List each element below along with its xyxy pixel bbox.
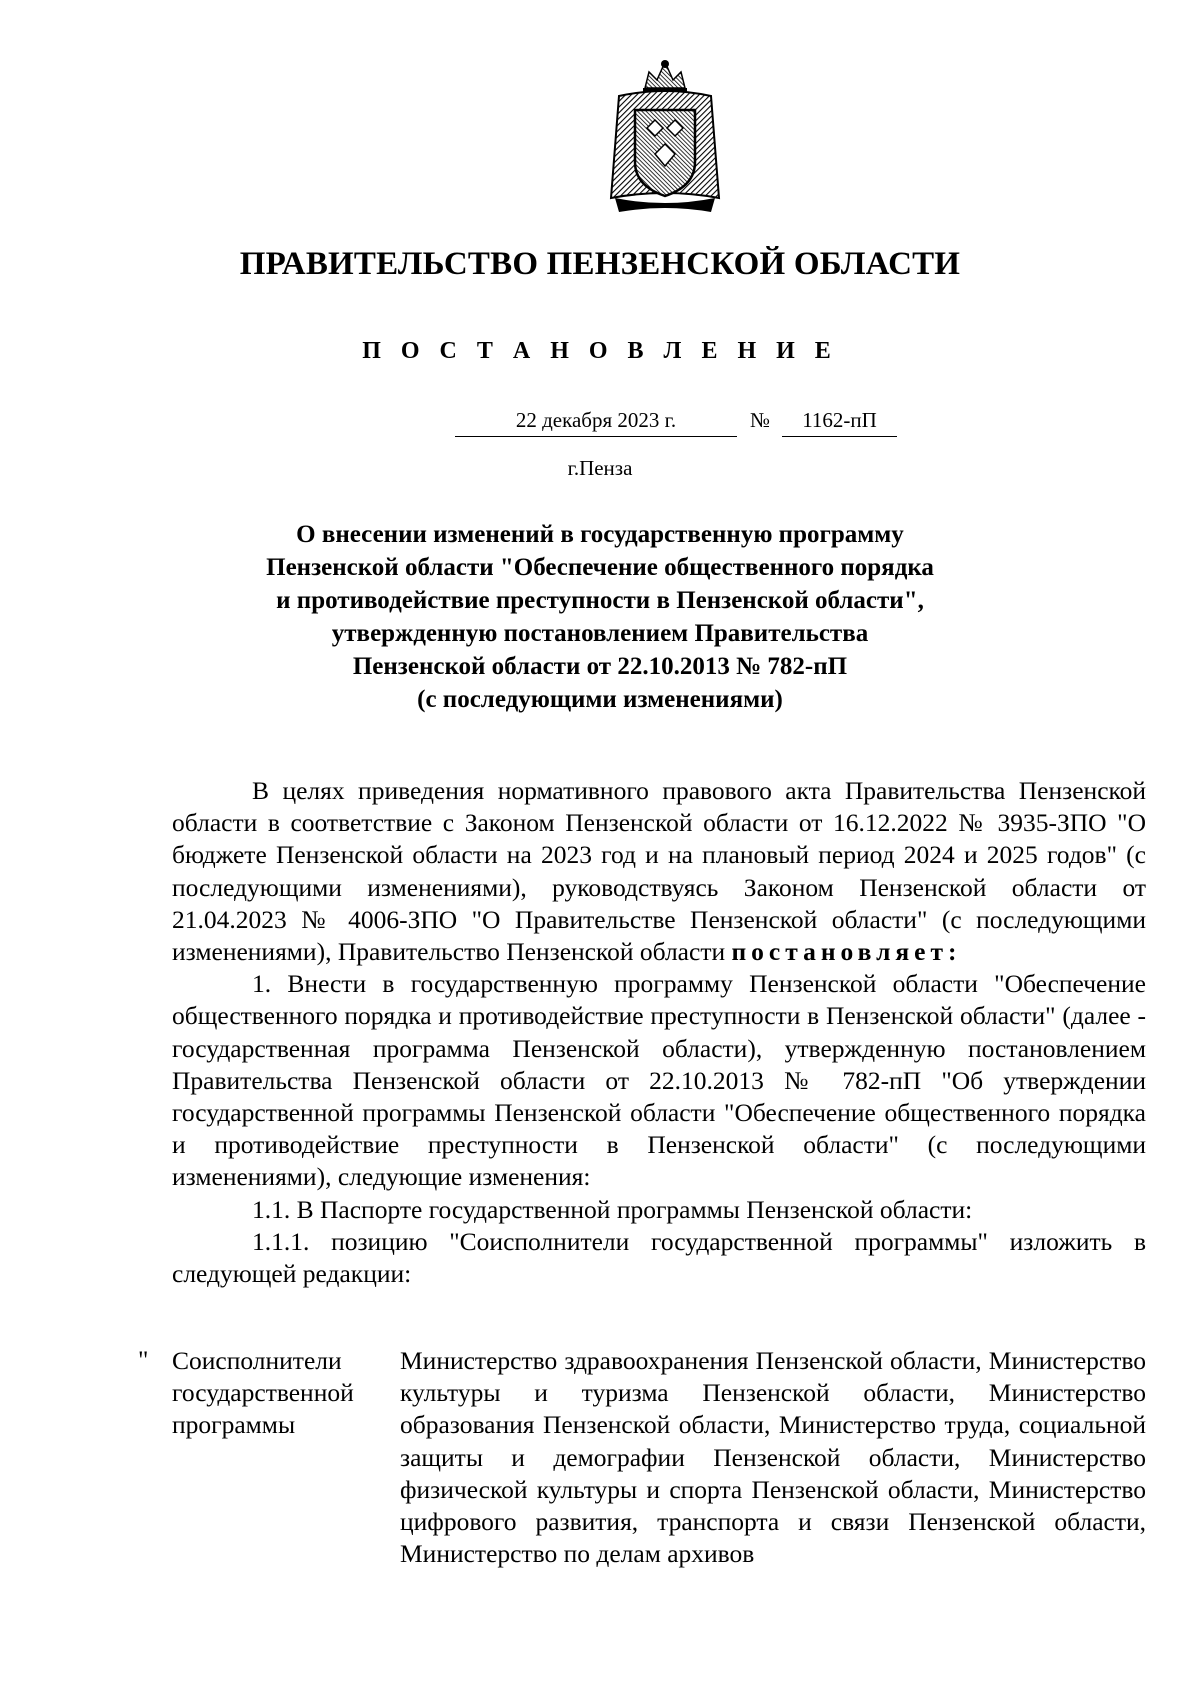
document-subject — [0, 518, 1200, 716]
label-line: Соисполнители — [172, 1346, 342, 1375]
document-body — [172, 775, 1146, 1290]
table-value-cell: Министерство здравоохранения Пензенской области, Министерство культуры и туризма Пензенской области, Министерство образования Пензенской области, Министерство труда, социальной защиты и демографии Пензенской области, Министерство физической культуры и спорта Пензенской области, Министерство цифрового развития, транспорта и связи Пензенской области, Министерство по делам архивов — [400, 1346, 1146, 1569]
label-line: программы — [172, 1410, 296, 1440]
number-sign: № — [750, 408, 771, 432]
table-label-cell — [172, 1345, 392, 1442]
subject-line: (с последующими изменениями) — [417, 686, 783, 713]
item-1-1-1-paragraph: 1.1.1. позицию "Соисполнители государственной программы" изложить в следующей редакции: — [172, 1226, 1146, 1289]
preamble-paragraph — [172, 775, 1146, 968]
subject-line: и противодействие преступности в Пензенской области", — [276, 587, 924, 614]
document-type: П О С Т А Н О В Л Е Н И Е — [362, 338, 838, 364]
subject-line: Пензенской области "Обеспечение общественного порядка — [266, 554, 934, 581]
item-1-1-paragraph: 1.1. В Паспорте государственной программы Пензенской области: — [252, 1194, 973, 1224]
label-line: государственной — [172, 1378, 354, 1408]
resolves-word: постановляет: — [731, 937, 962, 967]
item-1-paragraph: 1. Внести в государственную программу Пензенской области "Обеспечение общественного порядка и противодействие преступности в Пензенской области" (далее - государственная программа Пензенской области), утвержденную постановлением Правительства Пензенской области от 22.10.2013 № 782-пП "Об утверждении государственной программы Пензенской области "Обеспечение общественного порядка и противодействие преступности в Пензенской области" (с последующими изменениями), следующие изменения: — [172, 969, 1146, 1192]
city: г.Пенза — [567, 456, 633, 480]
subject-line: утвержденную постановлением Правительства — [331, 620, 869, 647]
government-title: ПРАВИТЕЛЬСТВО ПЕНЗЕНСКОЙ ОБЛАСТИ — [239, 246, 961, 282]
opening-quote: " — [138, 1345, 149, 1374]
subject-line: О внесении изменений в государственную программу — [296, 521, 904, 548]
document-number: 1162-пП — [782, 408, 897, 437]
coat-of-arms-icon — [605, 58, 725, 214]
preamble-text: В целях приведения нормативного правового акта Правительства Пензенской области в соответствие с Законом Пензенской области от 16.12.2022 № 3935-ЗПО "О бюджете Пензенской области на 2023 год и на плановый период 2024 и 2025 годов" (с последующими изменениями), руководствуясь Законом Пензенской области от 21.04.2023 № 4006-ЗПО "О Правительстве Пензенской области" (с последующими изменениями), Правительство Пензенской области — [172, 776, 1146, 967]
document-date: 22 декабря 2023 г. — [455, 408, 737, 437]
date-number-row — [0, 408, 1200, 442]
subject-line: Пензенской области от 22.10.2013 № 782-пП — [352, 653, 848, 680]
